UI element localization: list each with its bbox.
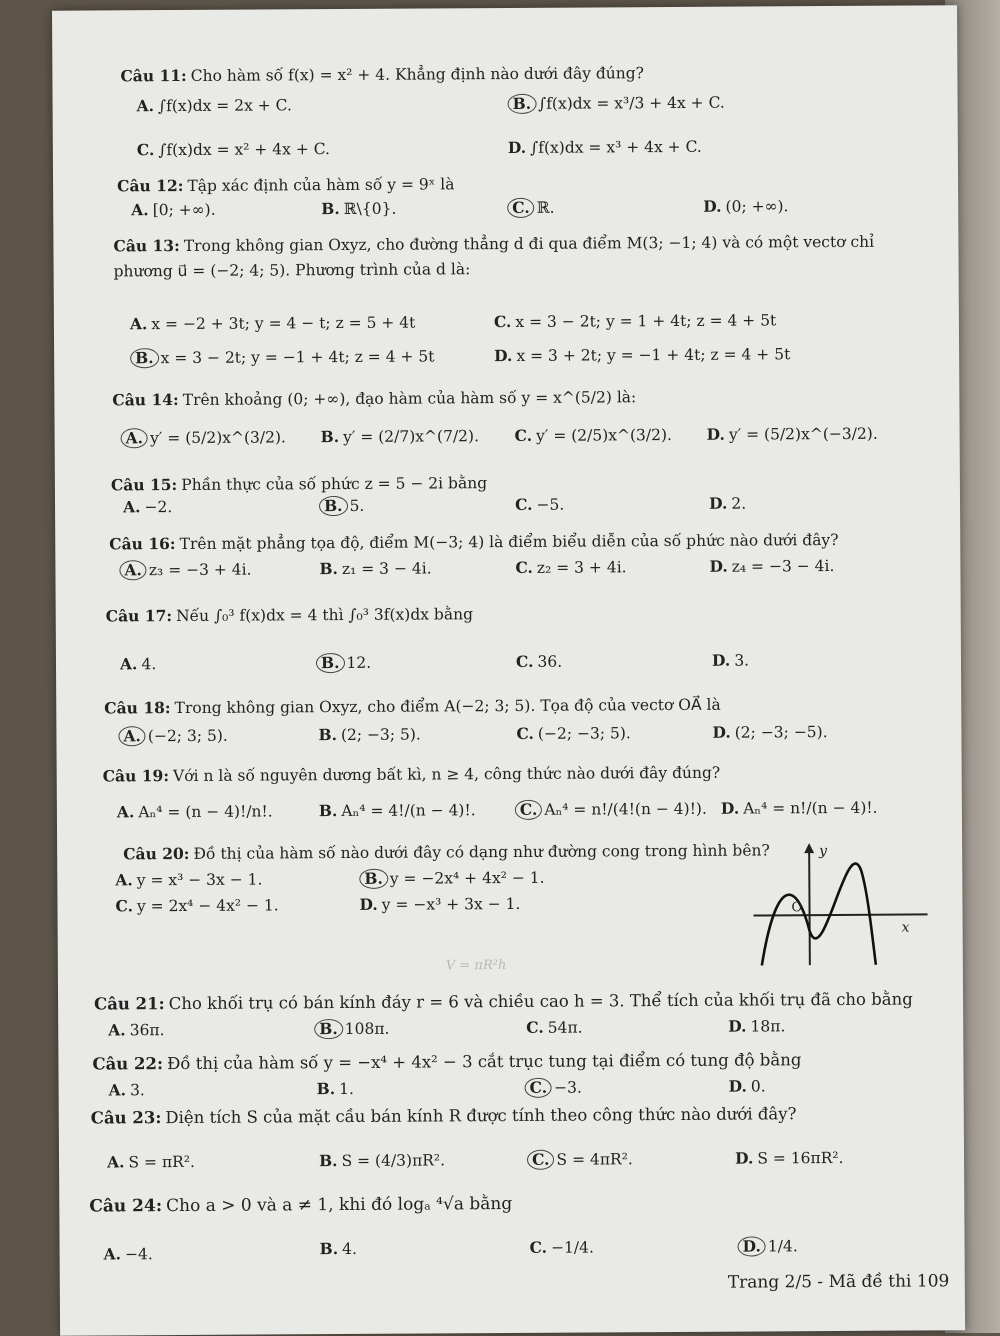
question-stem: Câu 13: Trong không gian Oxyz, cho đường thẳng d đi qua điểm M(3; −1; 4) và có một vectơ chỉ: [113, 232, 875, 256]
question-12: [53, 171, 933, 220]
option-a: A. y′ = (5/2)x^(3/2).: [121, 427, 286, 448]
option-c: C. y′ = (2/5)x^(3/2).: [514, 425, 672, 445]
curve-graph: [747, 840, 938, 971]
option-d: D. (0; +∞).: [703, 196, 789, 216]
option-a: A. y = x³ − 3x − 1.: [115, 870, 263, 890]
option-c: C. −5.: [514, 494, 565, 514]
option-d: D. 0.: [728, 1076, 766, 1096]
option-b: B. (2; −3; 5).: [318, 725, 421, 745]
question-14: [54, 385, 934, 448]
y-axis: [809, 847, 810, 965]
option-a: A. 3.: [108, 1080, 145, 1100]
option-c: C. (−2; −3; 5).: [516, 723, 631, 743]
option-a: A. ∫f(x)dx = 2x + C.: [136, 96, 292, 116]
question-stem: Câu 23: Diện tích S của mặt cầu bán kính R được tính theo công thức nào dưới đây?: [90, 1104, 797, 1128]
option-a: A. −2.: [122, 497, 173, 517]
option-b: B. z₁ = 3 − 4i.: [319, 559, 432, 579]
option-c: C. z₂ = 3 + 4i.: [515, 557, 627, 577]
option-c: C. 36.: [515, 651, 563, 671]
option-b: B. y = −2x⁴ + 4x² − 1.: [359, 868, 544, 889]
option-c: C. ∫f(x)dx = x² + 4x + C.: [136, 140, 331, 160]
option-d: D. 1/4.: [738, 1236, 798, 1256]
option-a: A. x = −2 + 3t; y = 4 − t; z = 5 + 4t: [129, 313, 416, 334]
option-c: C. S = 4πR².: [527, 1149, 633, 1170]
option-d: D. z₄ = −3 − 4i.: [709, 556, 835, 576]
option-c: C. −3.: [525, 1078, 582, 1098]
question-23: [59, 1103, 939, 1172]
question-stem: Câu 11: Cho hàm số f(x) = x² + 4. Khẳng định nào dưới đây đúng?: [120, 64, 645, 86]
option-d: D. ∫f(x)dx = x³ + 4x + C.: [507, 137, 702, 157]
option-d: D. 2.: [708, 493, 747, 513]
option-c: C. 54π.: [526, 1017, 583, 1037]
question-19: [57, 761, 937, 822]
option-d: D. 3.: [711, 650, 750, 670]
option-a: A. −4.: [103, 1244, 153, 1264]
question-24: [59, 1191, 939, 1264]
question-stem: Câu 16: Trên mặt phẳng tọa độ, điểm M(−3; 4) là điểm biểu diễn của số phức nào dưới đây?: [109, 530, 839, 554]
option-a: A. (−2; 3; 5).: [118, 726, 227, 747]
option-b: B. Aₙ⁴ = 4!/(n − 4)!.: [318, 801, 476, 821]
option-b: B. ∫f(x)dx = x³/3 + 4x + C.: [508, 93, 725, 114]
question-21: [58, 989, 938, 1040]
option-b: B. ℝ\{0}.: [321, 199, 397, 219]
option-b: B. 5.: [319, 496, 364, 516]
question-18: [56, 693, 936, 746]
pencil-note: V = πR²h: [445, 958, 507, 974]
y-axis-arrow: [804, 843, 814, 853]
option-b: B. 12.: [316, 653, 371, 673]
x-axis: [754, 914, 928, 915]
option-d: D. x = 3 + 2t; y = −1 + 4t; z = 4 + 5t: [494, 345, 791, 366]
question-stem: Câu 15: Phần thực của số phức z = 5 − 2i bằng: [110, 474, 488, 495]
question-stem: Câu 24: Cho a > 0 và a ≠ 1, khi đó logₐ ⁴√a bằng: [89, 1193, 513, 1217]
question-13: [53, 231, 933, 368]
option-b: B. 1.: [316, 1079, 354, 1099]
x-axis-label: x: [901, 919, 910, 936]
question-stem: Câu 22: Đồ thị của hàm số y = −x⁴ + 4x² − 3 cắt trục tung tại điểm có tung độ bằng: [92, 1050, 802, 1074]
option-a: A. z₃ = −3 + 4i.: [119, 560, 251, 581]
option-a: A. 36π.: [108, 1020, 165, 1040]
option-d: D. y′ = (5/2)x^(−3/2).: [706, 424, 878, 444]
question-11: [52, 61, 932, 160]
question-17: [56, 601, 936, 674]
option-a: A. Aₙ⁴ = (n − 4)!/n!.: [116, 802, 273, 822]
option-b: B. x = 3 − 2t; y = −1 + 4t; z = 4 + 5t: [130, 346, 434, 368]
origin-label: O: [791, 900, 803, 916]
option-c: C. ℝ.: [507, 198, 554, 218]
question-stem: Câu 12: Tập xác định của hàm số y = 9ˣ là: [117, 175, 455, 196]
option-b: B. 108π.: [314, 1019, 389, 1039]
option-b: B. 4.: [319, 1239, 357, 1259]
question-stem: Câu 21: Cho khối trụ có bán kính đáy r = 6 và chiều cao h = 3. Thể tích của khối trụ đã cho bằng: [94, 989, 913, 1014]
option-d: D. (2; −3; −5).: [712, 722, 828, 742]
question-stem: Câu 17: Nếu ∫₀³ f(x)dx = 4 thì ∫₀³ 3f(x)dx bằng: [105, 605, 474, 626]
question-stem: Câu 14: Trên khoảng (0; +∞), đạo hàm của hàm số y = x^(5/2) là:: [112, 388, 637, 410]
option-c: C. Aₙ⁴ = n!/(4!(n − 4)!).: [515, 799, 707, 820]
option-d: D. 18π.: [728, 1016, 786, 1036]
question-stem: Câu 20: Đồ thị của hàm số nào dưới đây có dạng như đường cong trong hình bên?: [123, 841, 770, 864]
question-stem: Câu 18: Trong không gian Oxyz, cho điểm A(−2; 3; 5). Tọa độ của vectơ OA⃗ là: [104, 695, 721, 718]
option-a: A. S = πR².: [106, 1152, 196, 1172]
exam-page: [52, 5, 965, 1336]
option-d: D. Aₙ⁴ = n!/(n − 4)!.: [720, 798, 878, 818]
question-16: [55, 529, 935, 580]
option-a: A. 4.: [119, 654, 157, 674]
option-c: C. −1/4.: [529, 1237, 594, 1257]
option-b: B. y′ = (2/7)x^(7/2).: [320, 427, 480, 447]
option-d: D. S = 16πR².: [734, 1148, 844, 1168]
y-axis-label: y: [819, 843, 828, 860]
question-stem: Câu 19: Với n là số nguyên dương bất kì, n ≥ 4, công thức nào dưới đây đúng?: [102, 763, 721, 786]
option-c: C. y = 2x⁴ − 4x² − 1.: [115, 896, 279, 916]
question-15: [55, 470, 935, 517]
option-c: C. x = 3 − 2t; y = 1 + 4t; z = 4 + 5t: [493, 311, 777, 332]
option-b: B. S = (4/3)πR².: [318, 1151, 446, 1171]
question-stem-line2: phương u⃗ = (−2; 4; 5). Phương trình của d là:: [113, 260, 471, 281]
question-22: [58, 1049, 938, 1100]
option-d: D. y = −x³ + 3x − 1.: [359, 894, 521, 914]
page-footer: Trang 2/5 - Mã đề thi 109: [727, 1271, 950, 1293]
option-a: A. [0; +∞).: [131, 200, 216, 220]
